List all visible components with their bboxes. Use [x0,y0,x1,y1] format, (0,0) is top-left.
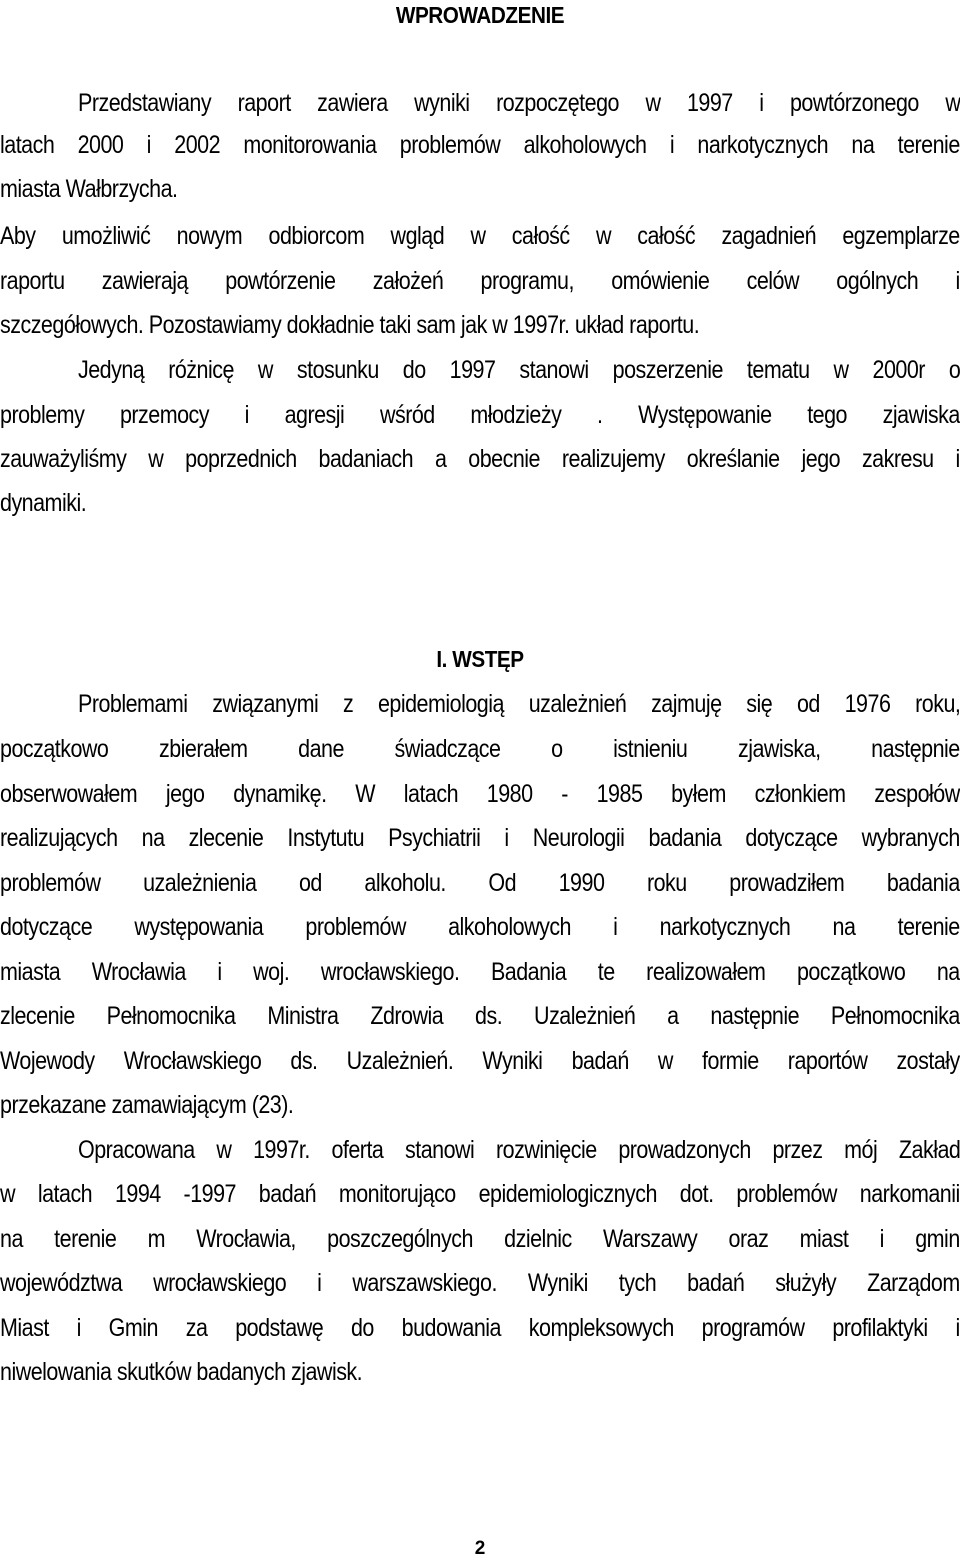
section-line: realizujących na zlecenie Instytutu Psychiatrii i Neurologii badania dotyczące wybranych [0,824,960,852]
section-line: niwelowania skutków badanych zjawisk. [0,1358,363,1386]
section-line: Miast i Gmin za podstawę do budowania kompleksowych programów profilaktyki i [0,1314,960,1342]
section-line: zlecenie Pełnomocnika Ministra Zdrowia ds. Uzależnień a następnie Pełnomocnika [0,1002,960,1030]
section-line: obserwowałem jego dynamikę. W latach 1980 - 1985 byłem członkiem zespołów [0,780,960,808]
intro-line: dynamiki. [0,489,87,517]
section-line: na terenie m Wrocławia, poszczególnych dzielnic Warszawy oraz miast i gmin [0,1225,960,1253]
section-line: Wojewody Wrocławskiego ds. Uzależnień. Wyniki badań w formie raportów zostały [0,1047,960,1075]
intro-line: problemy przemocy i agresji wśród młodzieży . Występowanie tego zjawiska [0,401,960,429]
intro-line: miasta Wałbrzycha. [0,175,178,203]
section-line: przekazane zamawiającym (23). [0,1091,294,1119]
section-line: miasta Wrocławia i woj. wrocławskiego. Badania te realizowałem początkowo na [0,958,960,986]
intro-line: szczegółowych. Pozostawiamy dokładnie taki sam jak w 1997r. układ raportu. [0,311,700,339]
section-line: początkowo zbierałem dane świadczące o istnieniu zjawiska, następnie [0,735,960,763]
intro-line: latach 2000 i 2002 monitorowania problemów alkoholowych i narkotycznych na terenie [0,131,960,159]
intro-line: Jedyną różnicę w stosunku do 1997 stanowi poszerzenie tematu w 2000r o [78,356,960,384]
section-line: Problemami związanymi z epidemiologią uzależnień zajmuję się od 1976 roku, [78,690,960,718]
intro-line: zauważyliśmy w poprzednich badaniach a obecnie realizujemy określanie jego zakresu i [0,445,960,473]
section-heading: I. WSTĘP [436,646,524,672]
intro-line: raportu zawierają powtórzenie założeń programu, omówienie celów ogólnych i [0,267,960,295]
section-line: dotyczące występowania problemów alkoholowych i narkotycznych na terenie [0,913,960,941]
section-line: problemów uzależnienia od alkoholu. Od 1990 roku prowadziłem badania [0,869,960,897]
page-number: 2 [474,1538,486,1559]
intro-line: Przedstawiany raport zawiera wyniki rozpoczętego w 1997 i powtórzonego w [78,89,960,117]
intro-heading: WPROWADZENIE [395,2,565,28]
section-line: Opracowana w 1997r. oferta stanowi rozwinięcie prowadzonych przez mój Zakład [78,1136,960,1164]
section-line: w latach 1994 -1997 badań monitorująco epidemiologicznych dot. problemów narkomanii [0,1180,960,1208]
section-line: województwa wrocławskiego i warszawskiego. Wyniki tych badań służyły Zarządom [0,1269,960,1297]
intro-line: Aby umożliwić nowym odbiorcom wgląd w całość w całość zagadnień egzemplarze [0,222,960,250]
